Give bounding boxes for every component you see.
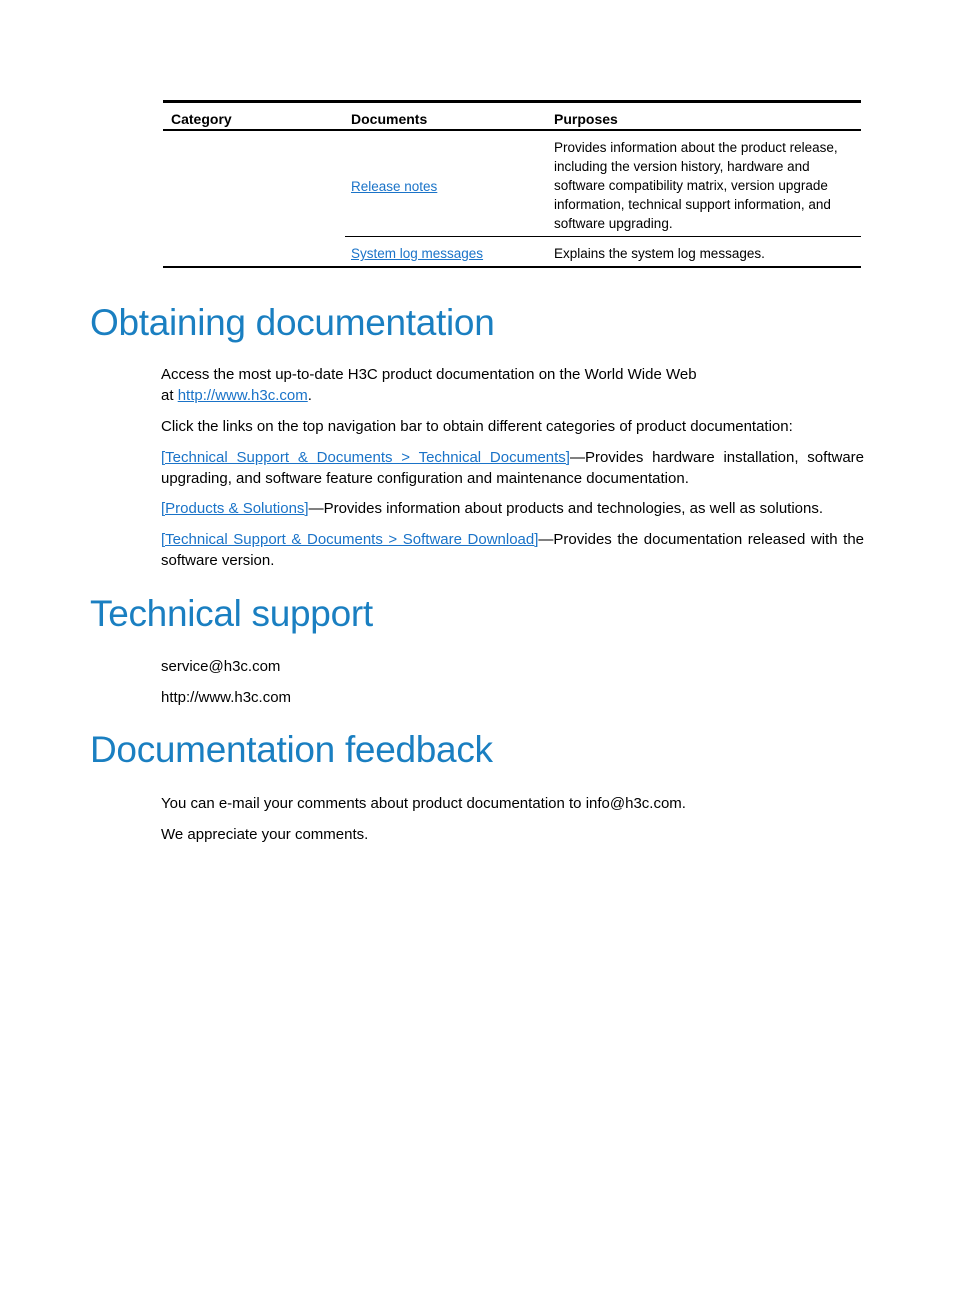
support-email: service@h3c.com: [161, 658, 281, 675]
at-text: at: [161, 387, 178, 404]
access-paragraph: [161, 364, 864, 406]
support-website: http://www.h3c.com: [161, 689, 292, 706]
nav-item-desc: —Provides hardware installation, software upgrading, and software feature configuration and maintenance documentation.: [161, 449, 864, 487]
header-purposes: Purposes: [554, 111, 618, 127]
technical-documents-link[interactable]: [Technical Support & Documents > Technical Documents]: [161, 449, 570, 466]
table-header-rule: [163, 129, 861, 131]
obtaining-documentation-heading: Obtaining documentation: [90, 302, 495, 343]
table-bottom-rule: [163, 266, 861, 268]
table-top-rule: [163, 100, 861, 103]
access-text: Access the most up-to-date H3C product documentation on the World Wide Web: [161, 366, 697, 383]
nav-item-products-solutions: [161, 498, 864, 519]
feedback-line-1: You can e-mail your comments about product documentation to info@h3c.com.: [161, 795, 686, 812]
nav-item-desc: —Provides the documentation released with the software version.: [161, 531, 864, 569]
documentation-feedback-heading: Documentation feedback: [90, 729, 493, 770]
header-category: Category: [171, 111, 232, 127]
release-notes-link[interactable]: Release notes: [351, 179, 438, 194]
period: .: [307, 387, 312, 404]
h3c-website-link[interactable]: http://www.h3c.com: [177, 387, 308, 404]
feedback-line-2: We appreciate your comments.: [161, 826, 369, 843]
table-cell-purpose: Provides information about the product release, including the version history, hardware and software compatibility matrix, version upgrade information, technical support information, and software upgrading.: [554, 140, 838, 231]
technical-support-heading: Technical support: [90, 593, 373, 634]
nav-item-desc: —Provides information about products and technologies, as well as solutions.: [308, 500, 824, 517]
nav-item-software-download: [161, 529, 864, 571]
table-cell-purpose: Explains the system log messages.: [554, 246, 765, 261]
products-solutions-link[interactable]: [Products & Solutions]: [161, 500, 309, 517]
system-log-messages-link[interactable]: System log messages: [351, 246, 484, 261]
table-row-divider: [345, 236, 861, 237]
header-documents: Documents: [351, 111, 428, 127]
click-paragraph: Click the links on the top navigation bar to obtain different categories of product documentation:: [161, 418, 793, 435]
software-download-link[interactable]: [Technical Support & Documents > Software Download]: [161, 531, 539, 548]
nav-item-technical-documents: [161, 447, 864, 489]
